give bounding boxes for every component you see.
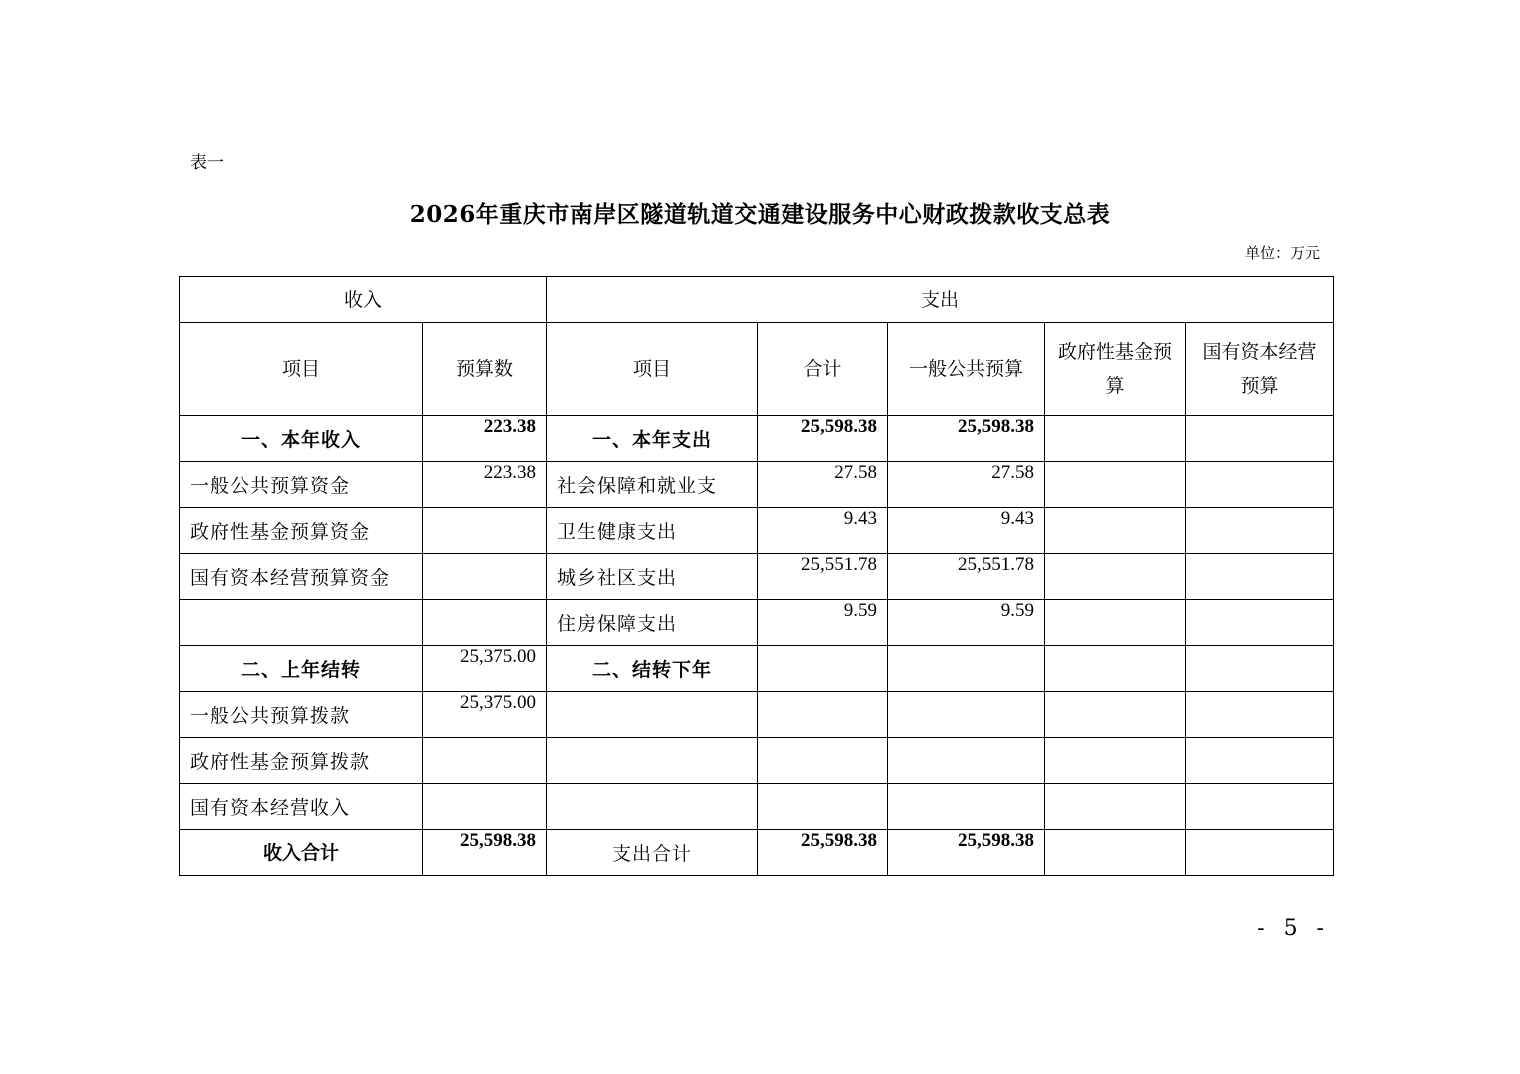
capital-cell [1186, 462, 1334, 508]
income-amount-cell [423, 738, 547, 784]
total-cell: 25,598.38 [758, 830, 888, 876]
general-cell: 25,598.38 [888, 416, 1045, 462]
table-total-row [180, 830, 1334, 876]
income-amount-cell: 223.38 [423, 416, 547, 462]
income-item-cell: 政府性基金预算资金 [180, 508, 423, 554]
capital-cell [1186, 830, 1334, 876]
fund-cell [1045, 784, 1186, 830]
capital-cell [1186, 508, 1334, 554]
header-income-item: 项目 [180, 323, 423, 416]
income-item-cell: 国有资本经营预算资金 [180, 554, 423, 600]
header-gov-fund: 政府性基金预算 [1045, 323, 1186, 416]
expense-item-cell: 二、结转下年 [547, 646, 758, 692]
table-row [180, 416, 1334, 462]
page-number: - 5 - [1257, 916, 1330, 941]
table-header-row-top [180, 277, 1334, 323]
general-cell [888, 692, 1045, 738]
header-total: 合计 [758, 323, 888, 416]
finance-summary-table [179, 276, 1334, 876]
general-cell: 25,551.78 [888, 554, 1045, 600]
general-cell: 9.43 [888, 508, 1045, 554]
income-amount-cell [423, 554, 547, 600]
expense-total-label: 支出合计 [547, 830, 758, 876]
header-expense: 支出 [547, 277, 1334, 323]
page-title: 2026年重庆市南岸区隧道轨道交通建设服务中心财政拨款收支总表 [409, 201, 1111, 228]
income-total-label: 收入合计 [180, 830, 423, 876]
expense-item-cell: 卫生健康支出 [547, 508, 758, 554]
expense-item-cell [547, 738, 758, 784]
total-cell: 25,598.38 [758, 416, 888, 462]
header-state-capital: 国有资本经营预算 [1186, 323, 1334, 416]
total-cell: 25,551.78 [758, 554, 888, 600]
capital-cell [1186, 600, 1334, 646]
table-row [180, 600, 1334, 646]
income-amount-cell: 25,375.00 [423, 646, 547, 692]
fund-cell [1045, 830, 1186, 876]
table-label: 表一 [190, 153, 224, 173]
fund-cell [1045, 600, 1186, 646]
income-total-amount: 25,598.38 [423, 830, 547, 876]
income-item-cell: 国有资本经营收入 [180, 784, 423, 830]
fund-cell [1045, 462, 1186, 508]
expense-item-cell [547, 784, 758, 830]
income-amount-cell [423, 508, 547, 554]
header-expense-item: 项目 [547, 323, 758, 416]
expense-item-cell: 住房保障支出 [547, 600, 758, 646]
expense-item-cell [547, 692, 758, 738]
capital-cell [1186, 784, 1334, 830]
fund-cell [1045, 738, 1186, 784]
general-cell [888, 738, 1045, 784]
expense-item-cell: 城乡社区支出 [547, 554, 758, 600]
general-cell: 9.59 [888, 600, 1045, 646]
total-cell [758, 692, 888, 738]
total-cell [758, 784, 888, 830]
total-cell: 9.43 [758, 508, 888, 554]
income-item-cell: 一、本年收入 [180, 416, 423, 462]
capital-cell [1186, 646, 1334, 692]
table-row [180, 554, 1334, 600]
capital-cell [1186, 416, 1334, 462]
income-item-cell: 政府性基金预算拨款 [180, 738, 423, 784]
expense-item-cell: 社会保障和就业支 [547, 462, 758, 508]
total-cell [758, 738, 888, 784]
header-income: 收入 [180, 277, 547, 323]
income-item-cell [180, 600, 423, 646]
capital-cell [1186, 692, 1334, 738]
capital-cell [1186, 738, 1334, 784]
table-row [180, 692, 1334, 738]
income-amount-cell [423, 600, 547, 646]
fund-cell [1045, 416, 1186, 462]
fund-cell [1045, 554, 1186, 600]
income-amount-cell [423, 784, 547, 830]
income-amount-cell: 25,375.00 [423, 692, 547, 738]
income-item-cell: 一般公共预算拨款 [180, 692, 423, 738]
expense-item-cell: 一、本年支出 [547, 416, 758, 462]
table-row [180, 784, 1334, 830]
table-row [180, 508, 1334, 554]
total-cell: 9.59 [758, 600, 888, 646]
header-budget-amount: 预算数 [423, 323, 547, 416]
unit-label: 单位：万元 [1244, 244, 1320, 262]
general-cell: 25,598.38 [888, 830, 1045, 876]
income-item-cell: 二、上年结转 [180, 646, 423, 692]
income-item-cell: 一般公共预算资金 [180, 462, 423, 508]
fund-cell [1045, 692, 1186, 738]
table-row [180, 646, 1334, 692]
fund-cell [1045, 646, 1186, 692]
income-amount-cell: 223.38 [423, 462, 547, 508]
general-cell [888, 646, 1045, 692]
total-cell: 27.58 [758, 462, 888, 508]
table-row [180, 462, 1334, 508]
fund-cell [1045, 508, 1186, 554]
general-cell [888, 784, 1045, 830]
table-header-row-columns [180, 323, 1334, 416]
general-cell: 27.58 [888, 462, 1045, 508]
total-cell [758, 646, 888, 692]
header-general-public: 一般公共预算 [888, 323, 1045, 416]
table-row [180, 738, 1334, 784]
capital-cell [1186, 554, 1334, 600]
